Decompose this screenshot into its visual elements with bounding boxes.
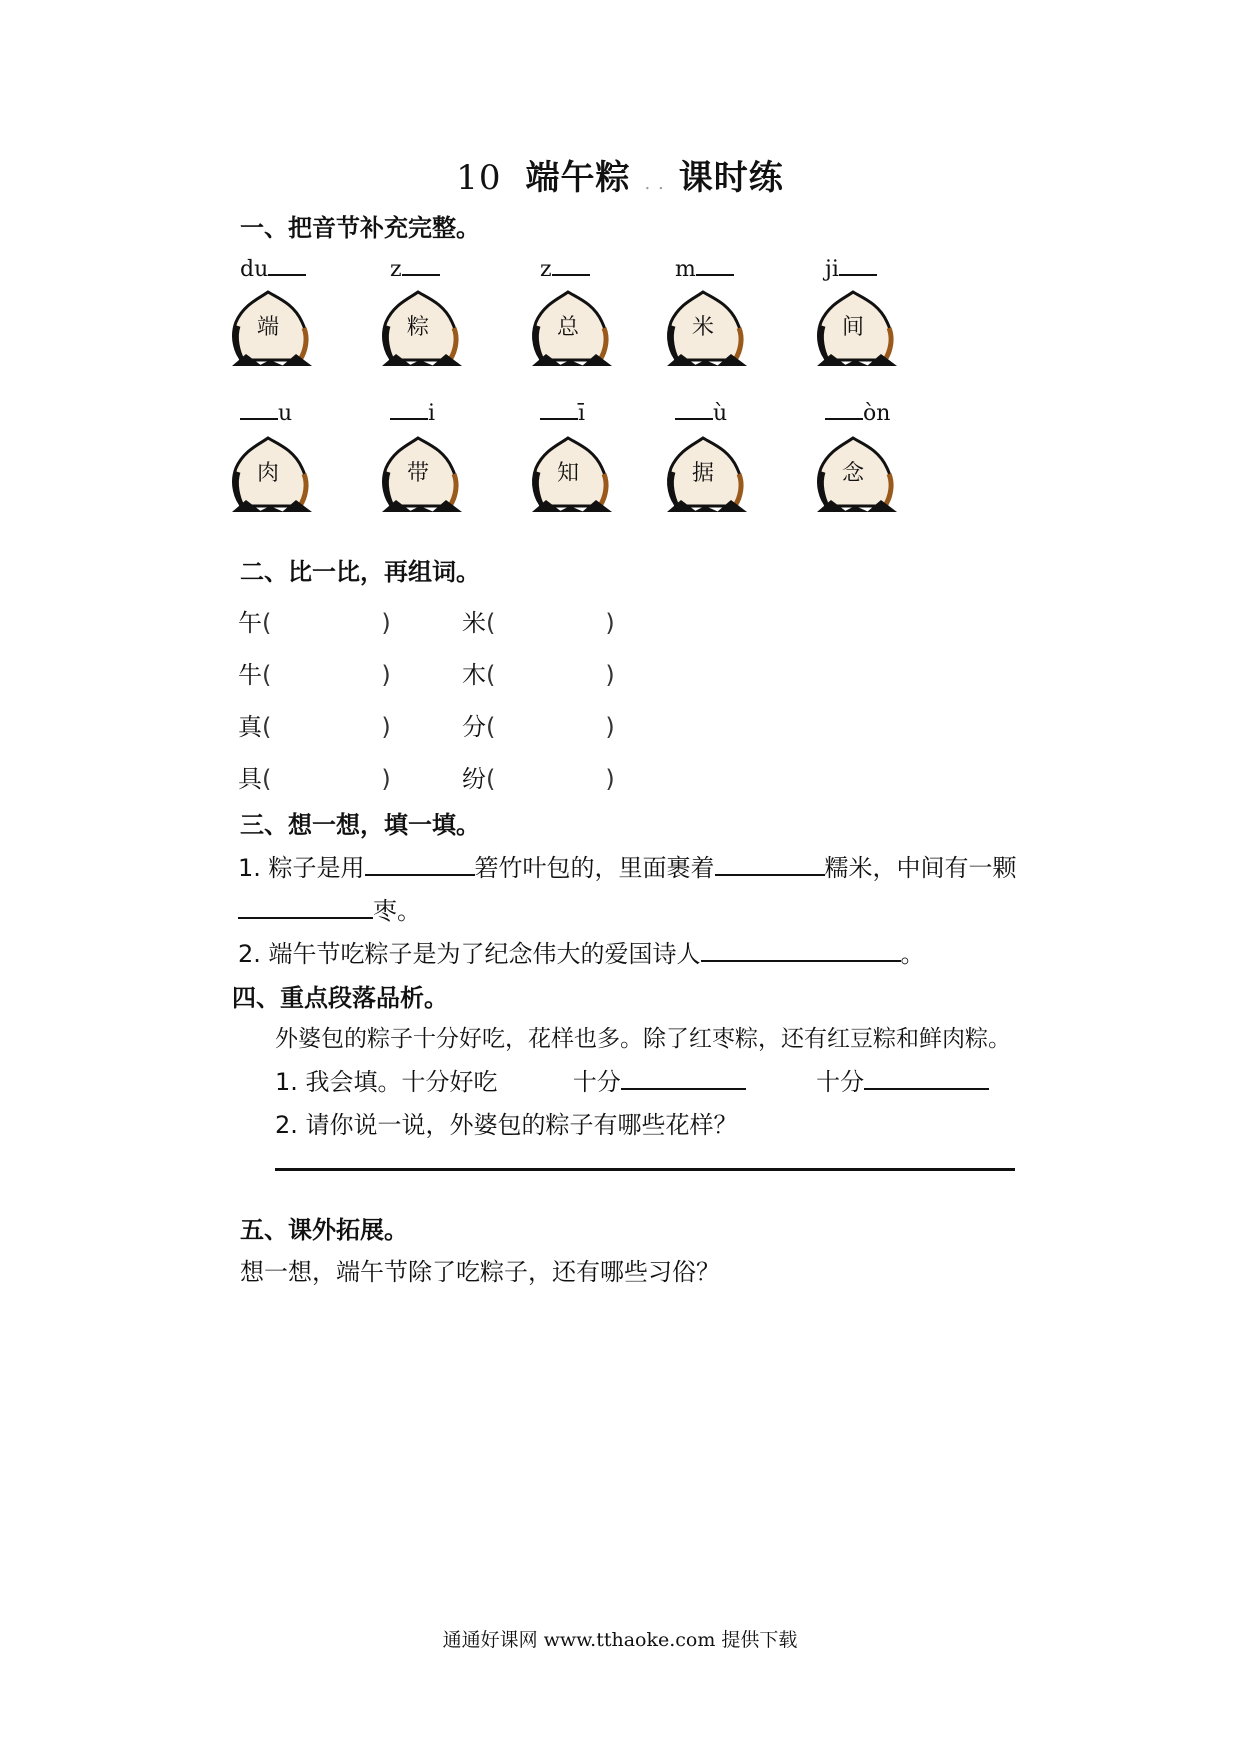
q1-text-c: 糯米，中间有一颗 xyxy=(824,854,1017,882)
word-char: 分 xyxy=(462,713,486,741)
pinyin-blank[interactable] xyxy=(825,396,863,420)
word-item xyxy=(462,603,615,638)
word-item xyxy=(238,655,391,690)
lesson-name: 端午粽 xyxy=(525,158,631,198)
paren-open: ( xyxy=(262,713,272,741)
peach-icon xyxy=(815,434,905,514)
character-label: 米 xyxy=(691,315,714,340)
word-item xyxy=(462,707,615,742)
word-item xyxy=(462,655,615,690)
pinyin-text: m xyxy=(675,257,696,282)
character-label: 据 xyxy=(691,461,714,486)
s4q1-blank-1[interactable] xyxy=(621,1066,746,1090)
q1-text-b: 箬竹叶包的，里面裹着 xyxy=(474,854,715,882)
peach-icon xyxy=(380,288,470,368)
pinyin-item xyxy=(240,252,306,282)
pinyin-text: u xyxy=(278,401,293,426)
pinyin-item xyxy=(825,396,890,426)
paren-close: ) xyxy=(381,765,391,793)
word-char: 纷 xyxy=(462,765,486,793)
pinyin-item xyxy=(240,396,292,426)
pinyin-blank[interactable] xyxy=(675,396,713,420)
s4q1-label: 1. 我会填。十分好吃 xyxy=(275,1068,498,1096)
section2-heading: 二、比一比，再组词。 xyxy=(240,558,480,586)
paren-close: ) xyxy=(605,765,615,793)
pinyin-text: ù xyxy=(713,401,728,426)
passage: 外婆包的粽子十分好吃，花样也多。除了红枣粽，还有红豆粽和鲜肉粽。 xyxy=(275,1026,1011,1052)
pinyin-text: ī xyxy=(578,401,586,426)
character-label: 间 xyxy=(841,315,864,340)
section4-question-2: 2. 请你说一说，外婆包的粽子有哪些花样？ xyxy=(275,1111,738,1139)
lesson-number: 10 xyxy=(456,158,502,198)
pinyin-text: z xyxy=(390,257,402,282)
paren-close: ) xyxy=(381,713,391,741)
section5-heading: 五、课外拓展。 xyxy=(240,1216,408,1244)
word-char: 牛 xyxy=(238,661,262,689)
fill-question-1-cont xyxy=(238,891,421,926)
paren-close: ) xyxy=(381,661,391,689)
lesson-suffix: 课时练 xyxy=(678,158,784,198)
fill-question-2 xyxy=(238,934,925,969)
paren-close: ) xyxy=(605,661,615,689)
footer-credit: 通通好课网 www.tthaoke.com 提供下载 xyxy=(442,1629,798,1651)
pinyin-item xyxy=(540,252,590,282)
word-char: 真 xyxy=(238,713,262,741)
q1-blank-1[interactable] xyxy=(365,852,475,876)
paren-open: ( xyxy=(262,765,272,793)
word-char: 具 xyxy=(238,765,262,793)
character-label: 带 xyxy=(406,461,429,486)
peach-icon xyxy=(530,434,620,514)
character-label: 肉 xyxy=(256,461,279,486)
character-label: 念 xyxy=(841,461,864,486)
title-dots: . . xyxy=(644,173,665,194)
s4q1-blank-2[interactable] xyxy=(864,1066,989,1090)
q2-blank[interactable] xyxy=(701,938,901,962)
fill-question-1 xyxy=(238,848,1017,883)
paren-close: ) xyxy=(605,713,615,741)
peach-icon xyxy=(530,288,620,368)
peach-icon xyxy=(815,288,905,368)
pinyin-item xyxy=(825,252,877,282)
q2-text-a: 2. 端午节吃粽子是为了纪念伟大的爱国诗人 xyxy=(238,940,701,968)
q1-text-a: 1. 粽子是用 xyxy=(238,854,365,882)
character-label: 知 xyxy=(556,461,579,486)
pinyin-item xyxy=(675,396,727,426)
character-label: 总 xyxy=(556,315,579,340)
q1-blank-3[interactable] xyxy=(238,895,373,919)
pinyin-blank[interactable] xyxy=(696,252,734,276)
pinyin-blank[interactable] xyxy=(839,252,877,276)
word-char: 午 xyxy=(238,609,262,637)
word-item xyxy=(238,707,391,742)
pinyin-text: du xyxy=(240,257,269,282)
pinyin-text: òn xyxy=(863,401,891,426)
section5-question: 想一想，端午节除了吃粽子，还有哪些习俗？ xyxy=(240,1258,720,1286)
character-label: 粽 xyxy=(406,315,429,340)
q1-blank-2[interactable] xyxy=(715,852,825,876)
pinyin-blank[interactable] xyxy=(552,252,590,276)
paren-close: ) xyxy=(605,609,615,637)
peach-icon xyxy=(380,434,470,514)
pinyin-item xyxy=(540,396,585,426)
word-item xyxy=(238,603,391,638)
word-char: 木 xyxy=(462,661,486,689)
pinyin-blank[interactable] xyxy=(240,396,278,420)
pinyin-blank[interactable] xyxy=(540,396,578,420)
section3-heading: 三、想一想，填一填。 xyxy=(240,811,480,839)
section1-heading: 一、把音节补充完整。 xyxy=(240,214,480,242)
paren-open: ( xyxy=(486,765,496,793)
paren-open: ( xyxy=(486,661,496,689)
pinyin-item xyxy=(390,396,435,426)
word-item xyxy=(238,759,391,794)
pinyin-item xyxy=(390,252,440,282)
pinyin-blank[interactable] xyxy=(268,252,306,276)
q1-text-d: 枣。 xyxy=(373,897,421,925)
word-char: 米 xyxy=(462,609,486,637)
pinyin-item xyxy=(675,252,734,282)
answer-line[interactable] xyxy=(275,1168,1015,1171)
paren-close: ) xyxy=(381,609,391,637)
character-label: 端 xyxy=(256,315,279,340)
section4-heading: 四、重点段落品析。 xyxy=(232,984,448,1012)
peach-icon xyxy=(230,434,320,514)
peach-icon xyxy=(665,288,755,368)
paren-open: ( xyxy=(486,713,496,741)
pinyin-blank[interactable] xyxy=(402,252,440,276)
pinyin-text: ji xyxy=(825,257,839,282)
page-title xyxy=(0,150,1240,199)
pinyin-blank[interactable] xyxy=(390,396,428,420)
peach-icon xyxy=(665,434,755,514)
word-item xyxy=(462,759,615,794)
peach-icon xyxy=(230,288,320,368)
section4-question-1 xyxy=(275,1062,989,1097)
paren-open: ( xyxy=(262,661,272,689)
pinyin-text: i xyxy=(428,401,436,426)
paren-open: ( xyxy=(262,609,272,637)
paren-open: ( xyxy=(486,609,496,637)
s4q1-word-2: 十分 xyxy=(816,1068,865,1096)
pinyin-text: z xyxy=(540,257,552,282)
s4q1-word-1: 十分 xyxy=(572,1068,621,1096)
q2-text-b: 。 xyxy=(900,940,925,968)
